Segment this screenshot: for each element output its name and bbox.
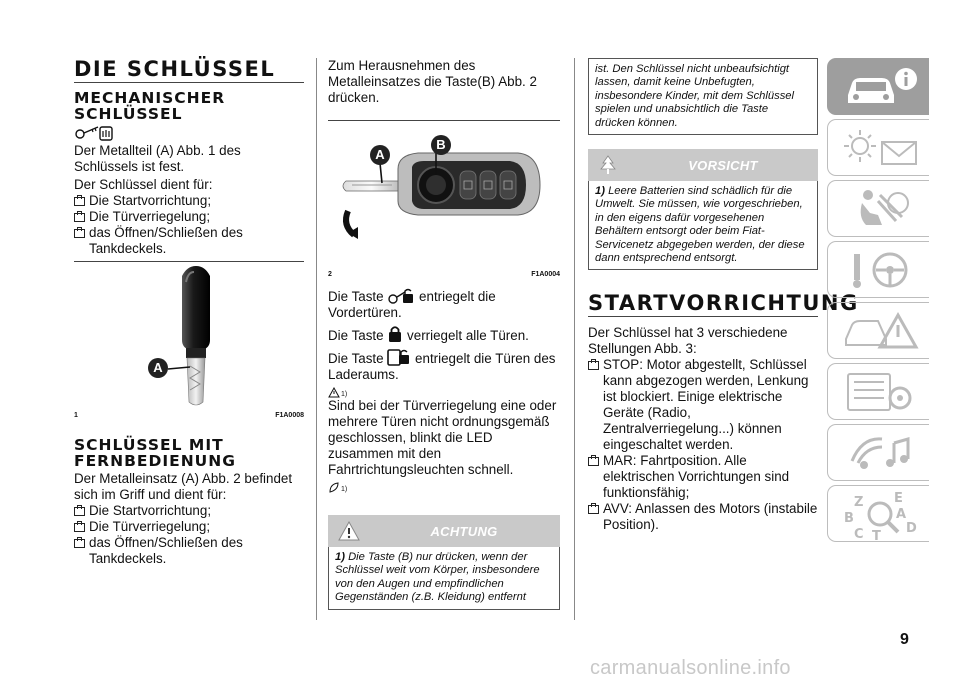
chapter-tabs [827, 58, 929, 546]
car-info-icon [842, 65, 922, 109]
note-reference-1: 1) [328, 387, 560, 398]
unlock-front-doors-icon [387, 288, 415, 304]
index-letter: B [844, 511, 854, 526]
figure-number: 1 [74, 412, 78, 419]
dashboard-lights-icon [842, 126, 922, 170]
index-letter: Z [854, 495, 864, 510]
tab-driving[interactable] [827, 241, 929, 298]
list-item: STOP: Motor abgestellt, Schlüssel kann abgezogen werden, Lenkung ist blockiert. Einige elektrische Geräte (Radio, Zentralverriegelung...) können eingeschaltet werden. [588, 357, 818, 453]
column-divider [316, 58, 317, 620]
list-item: Die Startvorrichtung; [74, 193, 304, 209]
warning-text: Die Taste (B) nur drücken, wenn der Schlüssel weit vom Körper, insbesondere von den Augen und empfindlichen Gegenständen (z.B. Kleidung) entfernt [335, 551, 540, 604]
index-az-icon [842, 492, 922, 542]
tab-dashboard-lights[interactable] [827, 119, 929, 176]
caution-text: Leere Batterien sind schädlich für die Umwelt. Sie müssen, wie vorgeschrieben, in den eigens dafür vorgesehenen Behältern entsorgt oder beim Fiat-Servicenetz abgegeben werden, der diese dann entsprechend entsorgt. [595, 185, 805, 265]
column-3 [588, 0, 859, 533]
page-title: DIE SCHLÜSSEL [74, 57, 276, 81]
figure-2-caption [328, 271, 560, 278]
unlock-cargo-doors-icon [387, 348, 411, 366]
list-item: Die Türverriegelung; [74, 519, 304, 535]
column-2 [328, 0, 560, 610]
warning-number: 1) [335, 551, 345, 563]
title-rule [588, 316, 818, 317]
paragraph-button-unlock-cargo: Die Taste entriegelt die Türen des Laderaums. [328, 348, 560, 383]
list-item: AVV: Anlassen des Motors (instabile Position). [588, 501, 818, 533]
callout-b-badge: B [431, 135, 451, 155]
section-title-ignition: STARTVORRICHTUNG [588, 291, 859, 316]
figure-code: F1A0008 [275, 412, 304, 419]
note-reference-2: 1) [328, 482, 560, 493]
paragraph-metal-insert: Der Metalleinsatz (A) Abb. 2 befindet sich im Griff und dient für: [74, 471, 293, 502]
caution-box-body [588, 181, 818, 270]
figure-1-mechanical-key [74, 262, 304, 410]
paragraph-button-lock-all: Die Taste verriegelt alle Türen. [328, 325, 560, 344]
multimedia-icon [842, 431, 922, 475]
list-item: das Öffnen/Schließen des Tankdeckels. [74, 535, 304, 567]
tab-maintenance[interactable] [827, 363, 929, 420]
mechanical-key-illustration [74, 262, 304, 410]
column-divider [574, 58, 575, 620]
maintenance-list-icon [842, 370, 922, 414]
column-1 [74, 0, 304, 567]
index-letter: A [896, 507, 907, 522]
warning-box-body [328, 547, 560, 610]
index-letter: T [872, 529, 881, 542]
index-letter: D [906, 521, 917, 536]
paragraph-button-unlock-front: Die Taste entriegelt die Vordertüren. [328, 289, 496, 320]
airbag-safety-icon [842, 187, 922, 231]
paragraph-metal-part: Der Metallteil (A) Abb. 1 des Schlüssels ist fest. [74, 143, 241, 174]
tab-car-info[interactable] [827, 58, 929, 115]
callout-a-badge: A [148, 358, 168, 378]
list-remote-key [74, 503, 304, 567]
page-number: 9 [900, 631, 909, 648]
title-rule [74, 82, 304, 83]
warning-box-continued: ist. Den Schlüssel nicht unbeaufsichtigt lassen, damit keine Unbefugten, insbesondere Kinder, mit dem Schlüssel spielen und unabsichtlich die Taste drücken können. [588, 58, 818, 135]
paragraph-key-positions: Der Schlüssel hat 3 verschiedene Stellungen Abb. 3: [588, 325, 788, 357]
tab-index[interactable] [827, 485, 929, 542]
list-item: MAR: Fahrtposition. Alle elektrischen Vorrichtungen sind funktionsfähig; [588, 453, 818, 501]
caution-number: 1) [595, 185, 605, 198]
warning-triangle-icon [328, 387, 340, 398]
callout-a-badge: A [370, 145, 390, 165]
figure-2-remote-key [328, 121, 560, 269]
steering-wheel-icon [842, 248, 922, 292]
key-pictogram-icon [74, 125, 304, 141]
warning-box-header [328, 515, 560, 547]
figure-code: F1A0004 [531, 271, 560, 278]
paragraph-remove-insert: Zum Herausnehmen des Metalleinsatzes die Taste(B) Abb. 2 drücken. [328, 58, 537, 105]
tab-multimedia[interactable] [827, 424, 929, 481]
index-letter: C [854, 527, 864, 542]
list-item: das Öffnen/Schließen des Tankdeckels. [74, 225, 304, 257]
warning-title: ACHTUNG [430, 524, 498, 539]
section-title-mechanical-key: MECHANISCHER SCHLÜSSEL [74, 89, 226, 123]
environment-leaf-icon [328, 482, 340, 493]
list-item: Die Türverriegelung; [74, 209, 304, 225]
figure-number: 2 [328, 271, 332, 278]
list-mechanical-key [74, 193, 304, 257]
list-item: Die Startvorrichtung; [74, 503, 304, 519]
paragraph-serves: Der Schlüssel dient für: [74, 177, 213, 192]
caution-box-header [588, 149, 818, 181]
lock-icon [387, 325, 403, 343]
caution-title: VORSICHT [688, 158, 758, 174]
section-title-remote-key: SCHLÜSSEL MIT FERNBEDIENUNG [74, 436, 236, 470]
paragraph-led-blinks: Sind bei der Türverriegelung eine oder mehrere Türen nicht ordnungsgemäß geschlossen, blinkt die LED zusammen mit den Fahrtrichtungsleuchten schnell. [328, 398, 557, 477]
warning-triangle-road-icon [842, 309, 922, 353]
index-letter: E [894, 492, 903, 506]
watermark: carmanualsonline.info [590, 657, 791, 679]
tab-emergency[interactable] [827, 302, 929, 359]
tab-safety[interactable] [827, 180, 929, 237]
list-ignition-positions [588, 357, 818, 533]
figure-1-caption [74, 412, 304, 419]
